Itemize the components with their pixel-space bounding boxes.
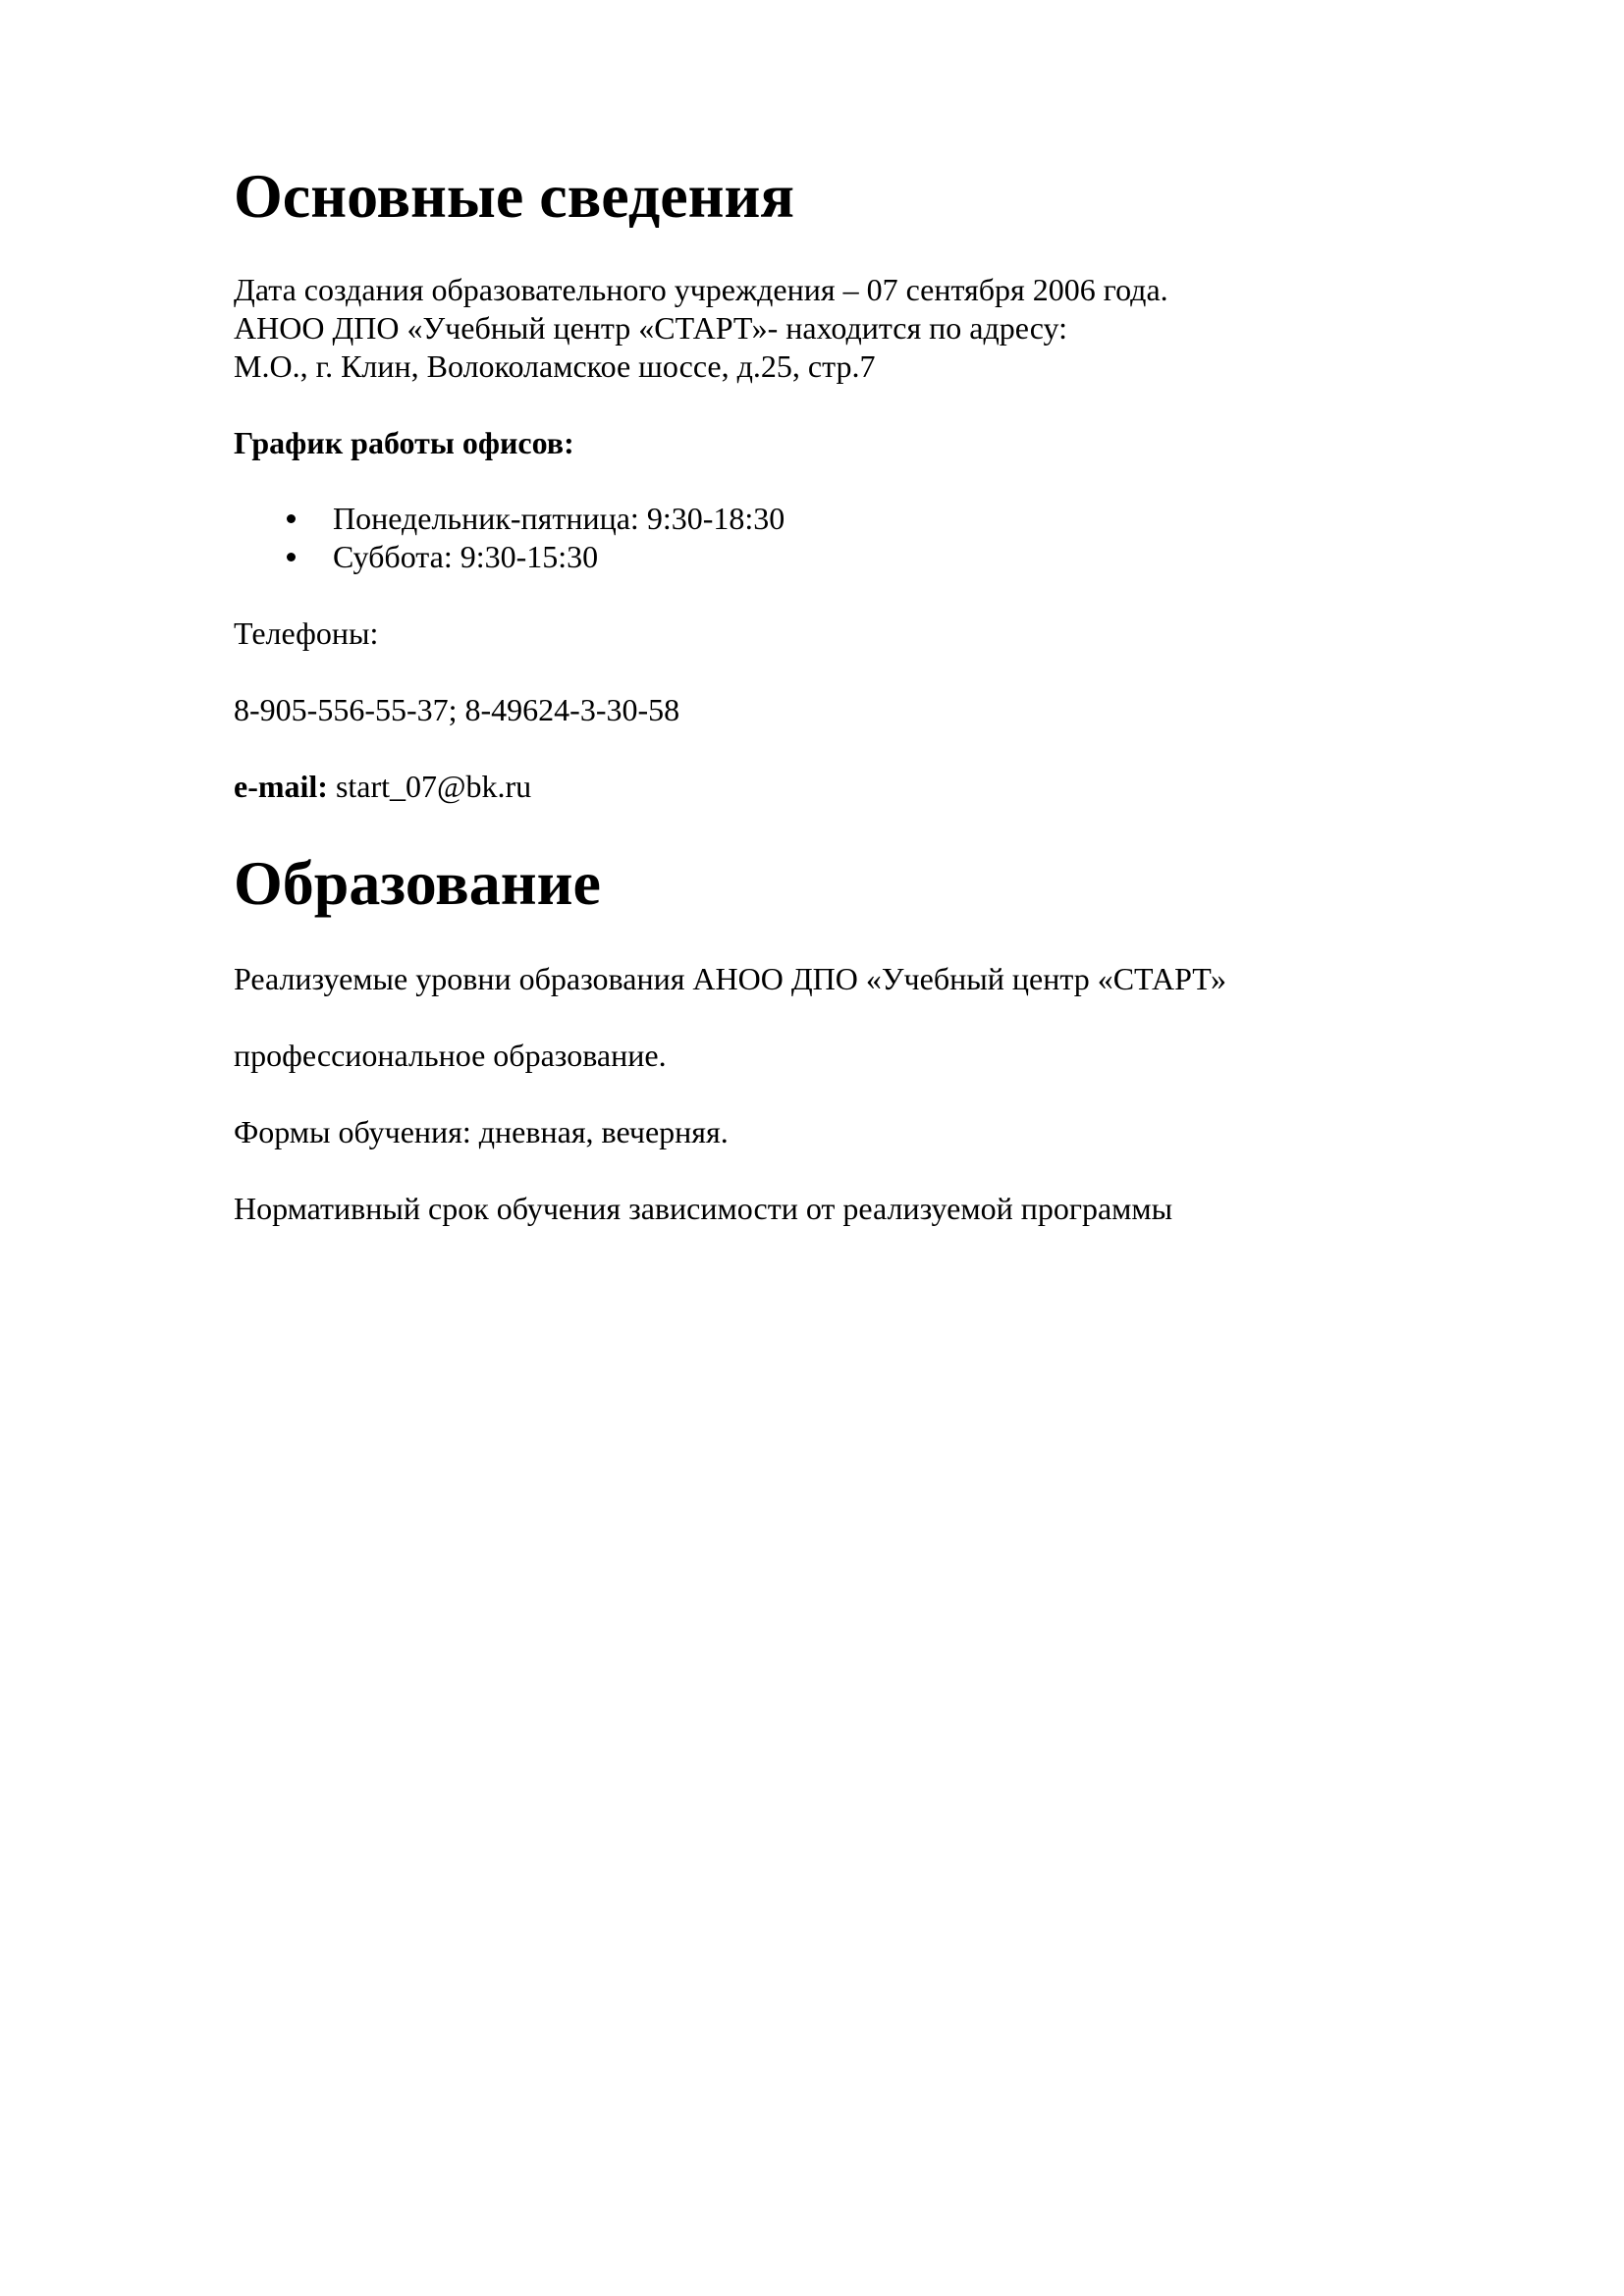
section-heading-main-info: Основные сведения xyxy=(234,161,794,231)
email-value: start_07@bk.ru xyxy=(335,769,532,804)
bullet-icon xyxy=(287,553,296,561)
address-intro-line: АНОО ДПО «Учебный центр «СТАРТ»- находится по адресу: xyxy=(234,310,1068,346)
schedule-item-text: Суббота: 9:30-15:30 xyxy=(333,539,599,574)
phones-value: 8-905-556-55-37; 8-49624-3-30-58 xyxy=(234,692,680,727)
founding-date-line: Дата создания образовательного учреждения – 07 сентября 2006 года. xyxy=(234,272,1168,307)
study-forms-line: Формы обучения: дневная, вечерняя. xyxy=(234,1114,729,1149)
bullet-icon xyxy=(287,514,296,523)
email-line xyxy=(234,768,531,806)
schedule-heading: График работы офисов: xyxy=(234,425,574,460)
address-line: М.О., г. Клин, Волоколамское шоссе, д.25, стр.7 xyxy=(234,348,876,384)
phones-label: Телефоны: xyxy=(234,615,379,651)
education-levels-line: Реализуемые уровни образования АНОО ДПО «Учебный центр «СТАРТ» xyxy=(234,961,1227,996)
schedule-item-text: Понедельник-пятница: 9:30-18:30 xyxy=(333,501,785,536)
section-heading-education: Образование xyxy=(234,848,601,918)
education-level-value: профессиональное образование. xyxy=(234,1038,667,1073)
study-duration-line: Нормативный срок обучения зависимости от реализуемой программы xyxy=(234,1191,1173,1226)
email-label: e-mail: xyxy=(234,769,328,804)
